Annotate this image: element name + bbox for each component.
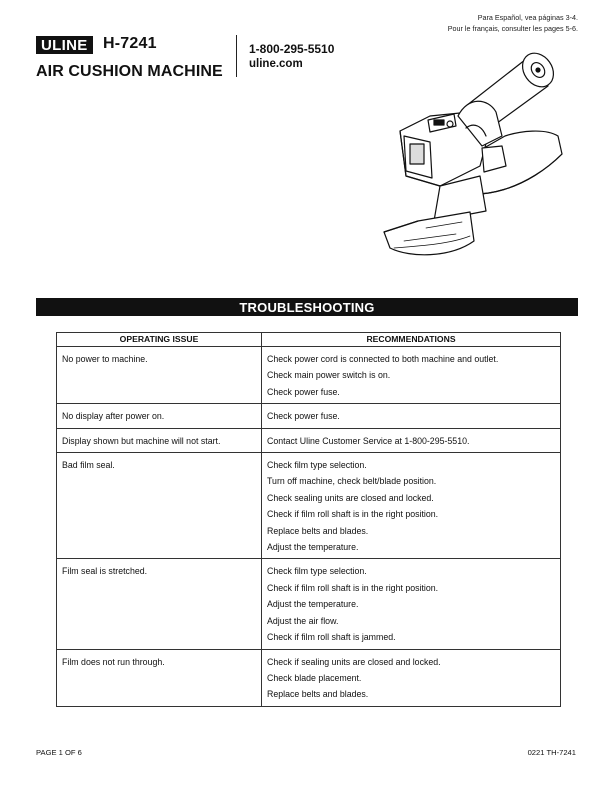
recommendation-item: Check if film roll shaft is jammed.: [267, 632, 396, 643]
issue-text: Film seal is stretched.: [62, 566, 148, 577]
recommendations-cell: [262, 453, 561, 559]
table-row: [57, 649, 561, 706]
issue-text: Film does not run through.: [62, 656, 165, 667]
troubleshooting-table: [56, 332, 561, 707]
issue-text: Display shown but machine will not start.: [62, 435, 221, 446]
recommendations-cell: [262, 404, 561, 428]
recommendations-cell: [262, 559, 561, 649]
uline-logo: ULINE: [36, 36, 93, 54]
troubleshooting-heading: TROUBLESHOOTING: [36, 298, 578, 316]
table-row: [57, 428, 561, 452]
column-header-recommendations: RECOMMENDATIONS: [262, 333, 561, 347]
issue-cell: [57, 649, 262, 706]
recommendations-cell: [262, 428, 561, 452]
recommendations-cell: [262, 649, 561, 706]
issue-cell: [57, 453, 262, 559]
recommendation-item: Contact Uline Customer Service at 1-800-295-5510.: [267, 435, 470, 446]
language-note-french: Pour le français, consulter les pages 5-6.: [447, 24, 578, 33]
issue-cell: [57, 404, 262, 428]
recommendation-item: Check if sealing units are closed and locked.: [267, 656, 441, 667]
table-body: [57, 347, 561, 707]
recommendation-item: Adjust the air flow.: [267, 615, 339, 626]
page-number: PAGE 1 OF 6: [36, 748, 82, 757]
column-header-operating-issue: OPERATING ISSUE: [57, 333, 262, 347]
recommendations-cell: [262, 347, 561, 404]
product-title: AIR CUSHION MACHINE: [36, 63, 223, 80]
table-row: [57, 404, 561, 428]
website: uline.com: [249, 58, 303, 70]
issue-cell: [57, 428, 262, 452]
language-note-spanish: Para Español, vea páginas 3-4.: [477, 13, 578, 22]
table-header-row: [57, 333, 561, 347]
header-divider: [236, 35, 237, 77]
table-row: [57, 347, 561, 404]
air-cushion-machine-illustration: [370, 36, 580, 261]
recommendation-item: Check if film roll shaft is in the right position.: [267, 582, 439, 593]
recommendation-item: Replace belts and blades.: [267, 525, 369, 536]
table-row: [57, 453, 561, 559]
recommendation-item: Check power fuse.: [267, 386, 340, 397]
recommendation-item: Adjust the temperature.: [267, 599, 359, 610]
issue-cell: [57, 559, 262, 649]
document-code: 0221 TH-7241: [527, 748, 576, 757]
recommendation-item: Check sealing units are closed and locked.: [267, 492, 434, 503]
phone-number: 1-800-295-5510: [249, 42, 335, 56]
issue-cell: [57, 347, 262, 404]
language-note: [448, 12, 578, 34]
recommendation-item: Check film type selection.: [267, 566, 367, 577]
recommendation-item: Turn off machine, check belt/blade position.: [267, 476, 437, 487]
recommendation-item: Adjust the temperature.: [267, 542, 359, 553]
recommendation-item: Check film type selection.: [267, 460, 367, 471]
table-row: [57, 559, 561, 649]
issue-text: Bad film seal.: [62, 460, 115, 471]
recommendation-item: Check if film roll shaft is in the right position.: [267, 509, 439, 520]
recommendation-item: Replace belts and blades.: [267, 689, 369, 700]
issue-text: No display after power on.: [62, 411, 165, 422]
recommendation-item: Check main power switch is on.: [267, 370, 391, 381]
recommendation-item: Check power cord is connected to both machine and outlet.: [267, 354, 499, 364]
issue-text: No power to machine.: [62, 354, 148, 364]
model-number: H-7241: [103, 35, 157, 52]
recommendation-item: Check blade placement.: [267, 672, 362, 683]
recommendation-item: Check power fuse.: [267, 411, 340, 422]
